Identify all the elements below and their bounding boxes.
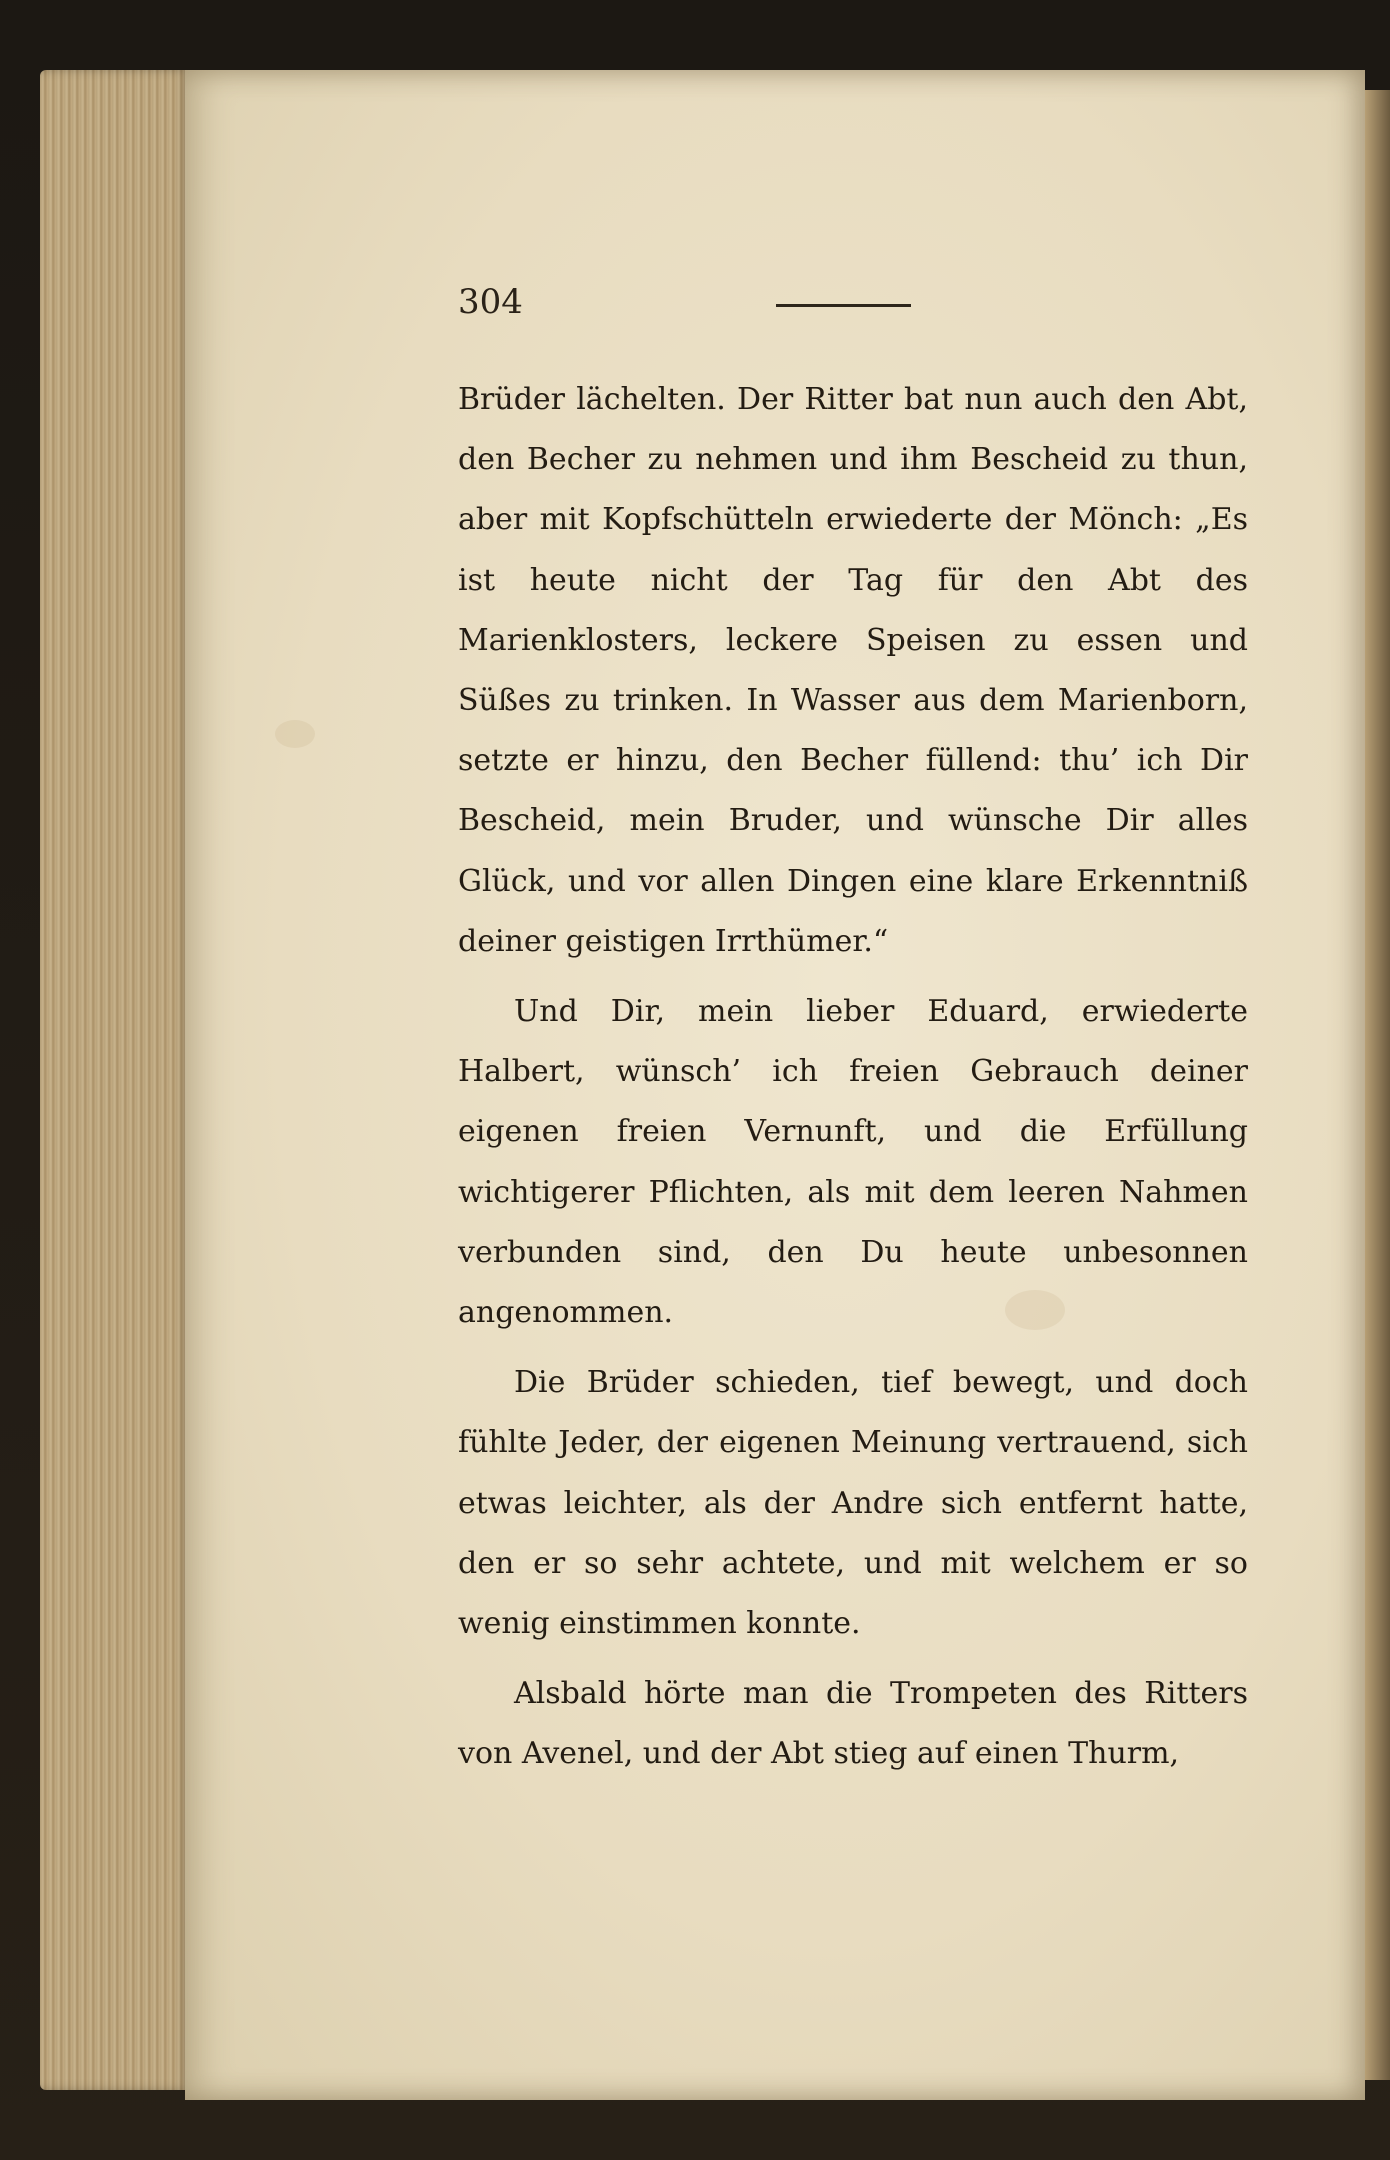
body-text <box>458 370 1248 1785</box>
page-header <box>458 282 958 332</box>
book-right-edge <box>1365 90 1390 2080</box>
page-number: 304 <box>458 282 523 322</box>
paragraph-3: Die Brüder schieden, tief bewegt, und doch fühlte Jeder, der eigenen Meinung vertrauend, sich etwas leichter, als der Andre sich entfernt hatte, den er so sehr achtete, und mit welchem er so wenig einstimmen konnte. <box>458 1365 1248 1642</box>
book-page-edges <box>40 70 190 2090</box>
paragraph-1: Brüder lächelten. Der Ritter bat nun auch den Abt, den Becher zu nehmen und ihm Bescheid zu thun, aber mit Kopfschütteln erwiederte der Mönch: „Es ist heute nicht der Tag für den Abt des Marienklosters, leckere Speisen zu essen und Süßes zu trinken. In Wasser aus dem Marienborn, setzte er hinzu, den Becher füllend: thu’ ich Dir Bescheid, mein Bruder, und wünsche Dir alles Glück, und vor allen Dingen eine klare Erkenntniß deiner geistigen Irrthümer.“ <box>458 382 1248 959</box>
paper-stain <box>275 720 315 748</box>
paragraph-4: Alsbald hörte man die Trompeten des Ritters von Avenel, und der Abt stieg auf einen Thurm, <box>458 1676 1248 1772</box>
paragraph-2: Und Dir, mein lieber Eduard, erwiederte Halbert, wünsch’ ich freien Gebrauch deiner eigenen freien Vernunft, und die Erfüllung wichtigerer Pflichten, als mit dem leeren Nahmen verbunden sind, den Du heute unbesonnen angenommen. <box>458 994 1248 1331</box>
header-rule <box>776 304 911 307</box>
